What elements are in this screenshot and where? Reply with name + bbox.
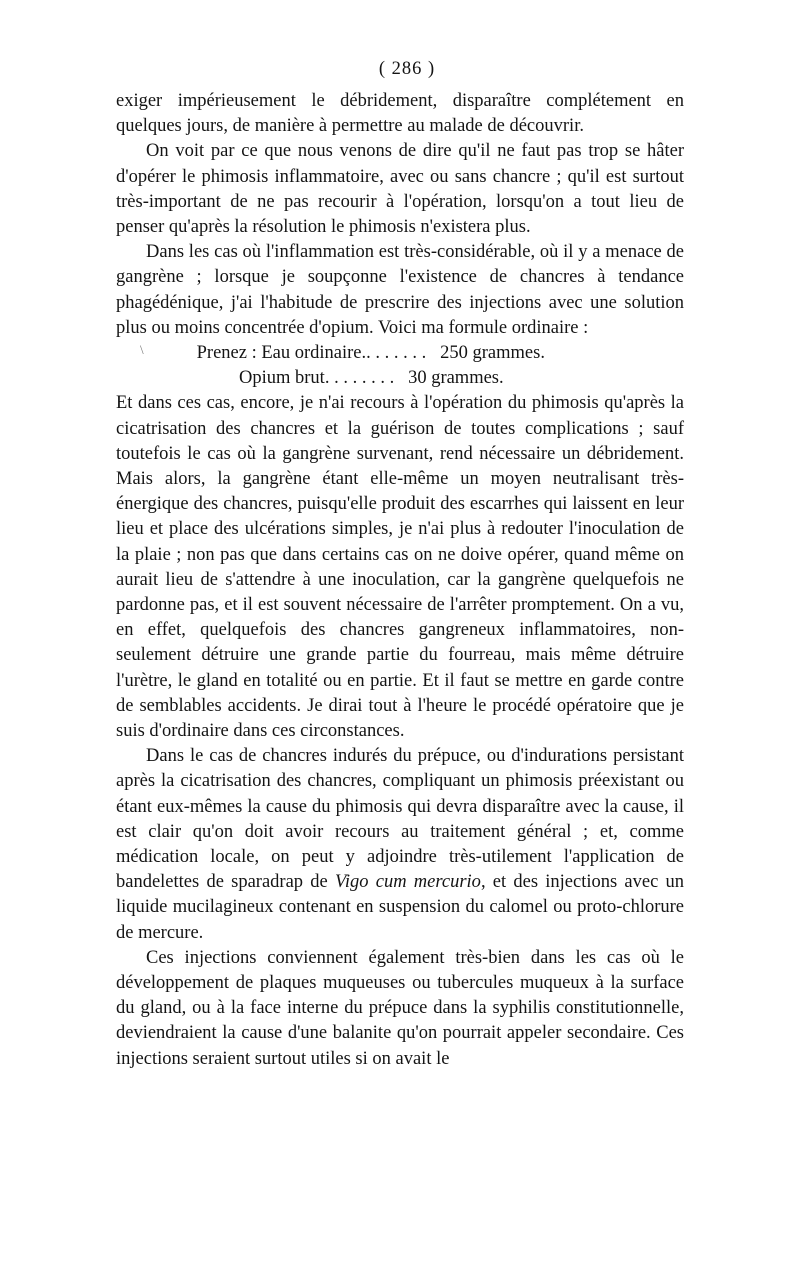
formula-line-water: \ Prenez : Eau ordinaire.. . . . . . . 250 grammes. — [116, 341, 684, 366]
paragraph-phimosis-warning: On voit par ce que nous venons de dire qu'il ne faut pas trop se hâter d'opérer le phimosis inflammatoire, avec ou sans chancre ; qu'il est surtout très-important de ne pas recourir à l'opération, lorsqu'on a tout lieu de penser qu'après la résolution le phimosis n'existera plus. — [116, 141, 684, 238]
page-number: ( 286 ) — [378, 59, 436, 79]
book-page — [116, 56, 684, 1072]
paragraph-indurated-chancres — [116, 744, 684, 946]
paragraph-indurated-chancres-end: , et des injections avec un liquide mucilagineux contenant en suspension du calomel ou proto-chlorure de mercure. — [116, 872, 685, 943]
paragraph-continuation: exiger impérieusement le débridement, disparaître complétement en quelques jours, de manière à permettre au malade de découvrir. — [116, 91, 684, 137]
paragraph-operation-timing: Et dans ces cas, encore, je n'ai recours à l'opération du phimosis qu'après la cicatrisation des chancres et la guérison de toutes complications ; sauf toutefois le cas où la gangrène survenant, rend nécessaire un débridement. Mais alors, la gangrène étant elle-même un moyen neutralisant très-énergique des chancres, puisqu'elle produit des escarrhes qui laissent en leur lieu et place des ulcérations simples, je n'ai plus à redouter l'inoculation de la plaie ; non pas que dans certains cas on ne doive opérer, quand même on aurait lieu de s'attendre à une inoculation, car la gangrène quelquefois ne pardonne pas, et il est souvent nécessaire de l'arrêter promptement. On a vu, en effet, quelquefois des chancres gangreneux inflammatoires, non-seulement détruire une grande partie du fourreau, mais même détruire l'urètre, le gland en totalité ou en partie. Et il faut se mettre en garde contre de semblables accidents. Je dirai tout à l'heure le procédé opératoire que je suis d'ordinaire dans ces circonstances. — [116, 393, 684, 742]
italic-medication-name: Vigo cum mercurio — [334, 872, 481, 893]
paragraph-indurated-chancres-start: Dans le cas de chancres indurés du prépuce, ou d'indurations persistant après la cicatrisation des chancres, compliquant un phimosis préexistant ou étant eux-mêmes la cause du phimosis qui devra disparaître avec la cause, il est clair qu'on doit avoir recours au traitement général ; et, comme médication locale, on peut y adjoindre très-utilement l'application de bandelettes de sparadrap de — [116, 746, 684, 893]
paragraph-mucous-plaques: Ces injections conviennent également très-bien dans les cas où le développement de plaques muqueuses ou tubercules muqueux à la surface du gland, ou à la face interne du prépuce dans la syphilis constitutionnelle, deviendraient la cause d'une balanite qu'on pourrait appeler secondaire. Ces injections seraient surtout utiles si on avait le — [116, 947, 684, 1069]
stray-ink-mark: \ — [140, 342, 144, 358]
formula-line-opium: Opium brut. . . . . . . . 30 grammes. — [239, 368, 504, 389]
paragraph-opium-formula-intro: Dans les cas où l'inflammation est très-considérable, où il y a menace de gangrène ; lorsque je soupçonne l'existence de chancres à tendance phagédénique, j'ai l'habitude de prescrire des injections avec une solution plus ou moins concentrée d'opium. Voici ma formule ordinaire : — [116, 242, 684, 338]
opium-formula — [116, 341, 684, 391]
